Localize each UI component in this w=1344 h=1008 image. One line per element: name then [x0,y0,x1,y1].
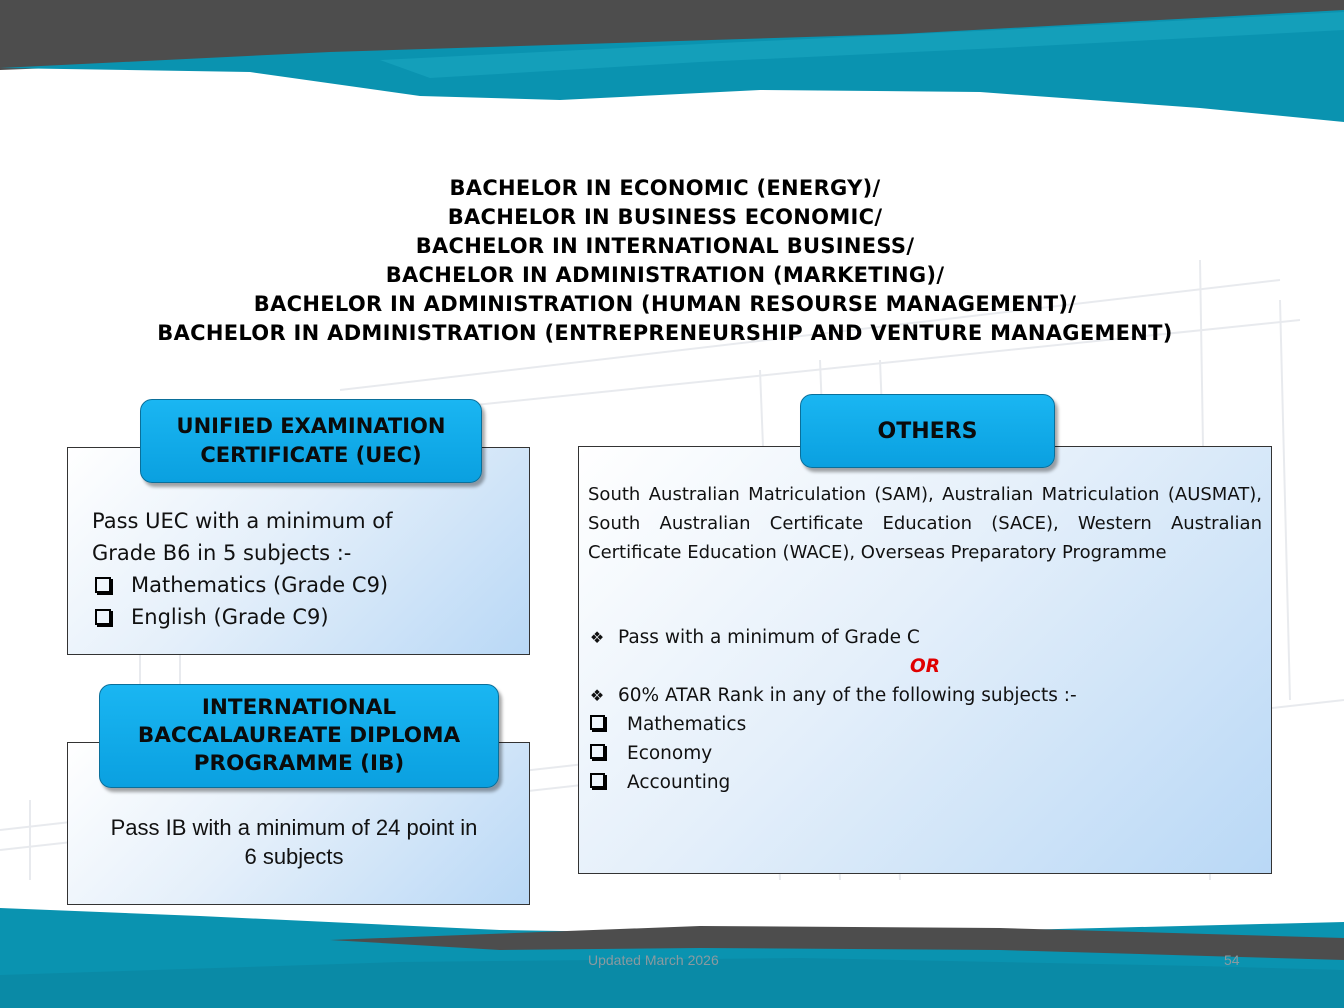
title-line: BACHELOR IN BUSINESS ECONOMIC/ [447,205,883,229]
others-header-label: OTHERS [877,418,978,444]
checkbox-bullet-icon [590,715,605,730]
footer-date: Updated March 2026 [588,952,719,968]
list-item [588,768,1262,797]
others-qualifications: South Australian Matriculation (SAM), Australian Matriculation (AUSMAT), South Australian Certificate Education (SACE), Western Australian Certificate Education (WACE), Overseas Preparatory Programme [588,484,1262,563]
ib-header-line: INTERNATIONAL [201,695,397,720]
others-header [800,394,1055,468]
uec-subject: English (Grade C9) [131,605,329,629]
uec-header [140,399,482,483]
uec-header-line: UNIFIED EXAMINATION [176,414,446,438]
uec-requirements [92,505,512,633]
title-line: BACHELOR IN INTERNATIONAL BUSINESS/ [415,234,915,258]
diamond-bullet-icon: ❖ [589,686,605,705]
uec-intro: Grade B6 in 5 subjects :- [92,541,352,565]
diamond-bullet-icon: ❖ [589,628,605,647]
ib-header-line: PROGRAMME (IB) [193,751,405,776]
title-line: BACHELOR IN ADMINISTRATION (HUMAN RESOURSE MANAGEMENT)/ [253,292,1077,316]
title-line: BACHELOR IN ADMINISTRATION (MARKETING)/ [385,263,945,287]
checkbox-bullet-icon [590,744,605,759]
checkbox-bullet-icon [95,609,111,625]
title-line: BACHELOR IN ADMINISTRATION (ENTREPRENEURSHIP AND VENTURE MANAGEMENT) [157,321,1173,345]
list-item [92,601,512,633]
list-item [588,623,1262,652]
or-separator: OR [910,656,940,677]
ib-requirements [70,813,518,871]
ib-text-line: Pass IB with a minimum of 24 point in [110,815,478,840]
page-number: 54 [1224,952,1240,968]
uec-intro: Pass UEC with a minimum of [92,509,393,533]
list-item [588,710,1262,739]
others-point: Pass with a minimum of Grade C [618,627,920,648]
others-subject: Economy [627,743,713,764]
others-point: 60% ATAR Rank in any of the following subjects :- [618,685,1077,706]
list-item [588,681,1262,710]
others-subject: Accounting [627,772,731,793]
title-line: BACHELOR IN ECONOMIC (ENERGY)/ [449,176,881,200]
list-item [92,569,512,601]
list-item [588,739,1262,768]
uec-header-line: CERTIFICATE (UEC) [200,443,422,467]
others-subject: Mathematics [627,714,747,735]
ib-header-line: BACCALAUREATE DIPLOMA [137,723,461,748]
others-requirements [588,623,1262,797]
ib-text-line: 6 subjects [244,844,344,869]
checkbox-bullet-icon [95,577,111,593]
uec-subject: Mathematics (Grade C9) [131,573,389,597]
programme-title [0,174,1330,348]
ib-header [99,684,499,788]
checkbox-bullet-icon [590,773,605,788]
